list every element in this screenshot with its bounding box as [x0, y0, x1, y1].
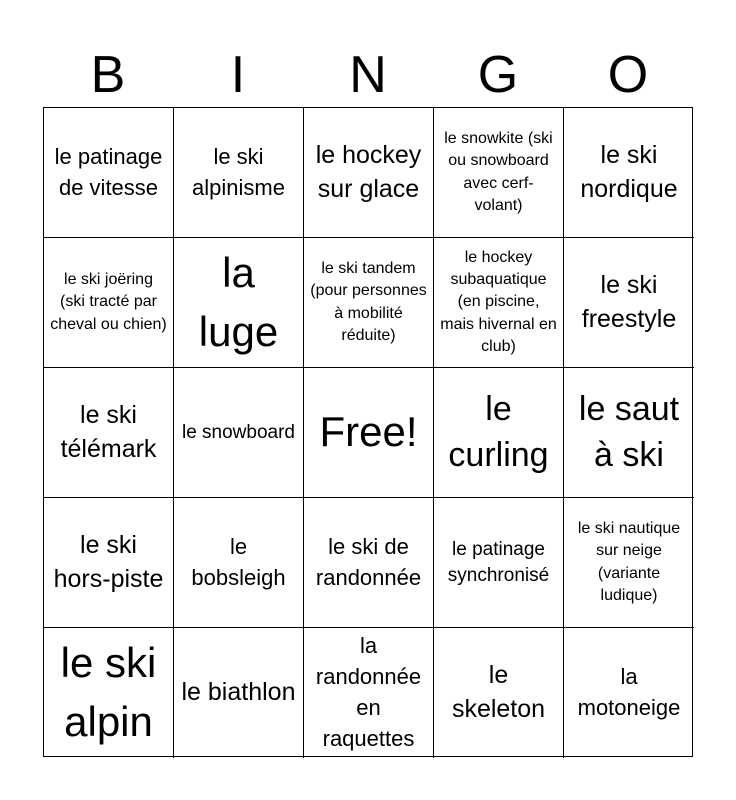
bingo-cell[interactable]: le patinage synchronisé [434, 498, 564, 628]
header-letter-i: I [230, 46, 246, 104]
bingo-cell[interactable]: le curling [434, 368, 564, 498]
bingo-cell[interactable]: le biathlon [174, 628, 304, 758]
bingo-cell[interactable]: la luge [174, 238, 304, 368]
bingo-cell[interactable]: le ski nautique sur neige (variante ludique) [564, 498, 694, 628]
bingo-cell[interactable]: le snowboard [174, 368, 304, 498]
header-letter-o: O [607, 46, 649, 104]
bingo-cell[interactable]: le ski joëring (ski tracté par cheval ou chien) [44, 238, 174, 368]
bingo-cell[interactable]: le skeleton [434, 628, 564, 758]
bingo-cell[interactable]: le bobsleigh [174, 498, 304, 628]
bingo-cell[interactable]: le ski hors-piste [44, 498, 174, 628]
bingo-cell[interactable]: le saut à ski [564, 368, 694, 498]
bingo-cell[interactable]: le ski nordique [564, 108, 694, 238]
header-letter-b: B [90, 46, 126, 104]
bingo-cell[interactable]: le ski alpinisme [174, 108, 304, 238]
bingo-cell[interactable]: le ski télémark [44, 368, 174, 498]
bingo-board [43, 107, 693, 757]
bingo-cell[interactable]: le ski tandem (pour personnes à mobilité réduite) [304, 238, 434, 368]
bingo-cell[interactable]: le ski de randonnée [304, 498, 434, 628]
bingo-header [43, 45, 693, 105]
free-space-cell[interactable]: Free! [304, 368, 434, 498]
bingo-cell[interactable]: la randonnée en raquettes [304, 628, 434, 758]
bingo-cell[interactable]: la motoneige [577, 664, 681, 720]
bingo-cell[interactable]: le patinage de vitesse [44, 108, 174, 238]
bingo-cell[interactable]: le snowkite (ski ou snowboard avec cerf-volant) [434, 108, 564, 238]
bingo-cell[interactable]: le ski alpin [44, 628, 174, 758]
bingo-cell[interactable]: le ski freestyle [564, 238, 694, 368]
header-letter-n: N [349, 46, 387, 104]
bingo-cell[interactable]: le hockey sur glace [304, 108, 434, 238]
bingo-cell[interactable]: le hockey subaquatique (en piscine, mais hivernal en club) [434, 238, 564, 368]
header-letter-g: G [477, 46, 519, 104]
